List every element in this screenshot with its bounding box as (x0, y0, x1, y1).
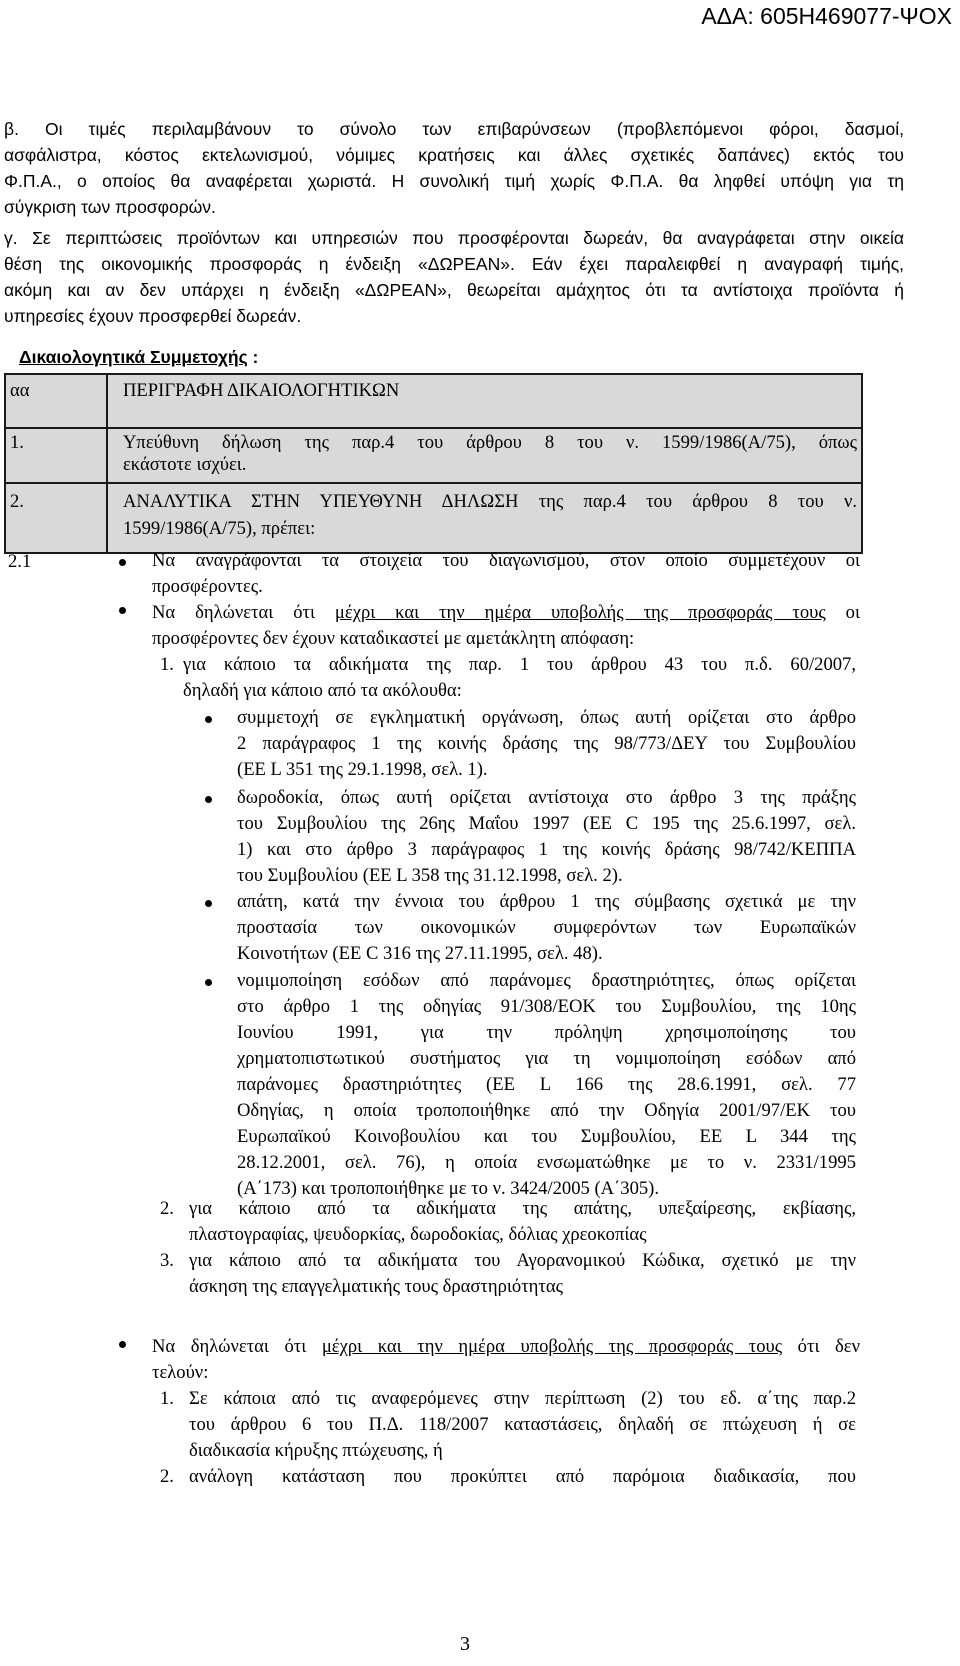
text-line: 28.12.2001, σελ. 76), η οποία ενσωματώθηκε με το ν. 2331/1995 (237, 1152, 856, 1173)
bullet-icon (119, 559, 126, 566)
text-line: δωροδοκία, όπως αυτή ορίζεται αντίστοιχα στο άρθρο 3 της πράξης (237, 787, 856, 808)
header-num: αα (5, 374, 107, 428)
text-line: 2. (160, 1466, 174, 1487)
text-line: απάτη, κατά την έννοια του άρθρου 1 της σύμβασης σχετικά με την (237, 891, 856, 912)
text-line: του Συμβουλίου της 26ης Μαΐου 1997 (ΕΕ C 195 της 25.6.1997, σελ. (237, 813, 856, 834)
bullet-icon (119, 1341, 126, 1348)
text-line: 3. (160, 1250, 174, 1271)
text-line: Υπεύθυνη δήλωση της παρ.4 του άρθρου 8 του ν. 1599/1986(Α/75), όπως (123, 432, 857, 453)
text-line: συμμετοχή σε εγκληματική οργάνωση, όπως αυτή ορίζεται στο άρθρο (237, 707, 856, 728)
text-line: ανάλογη κατάσταση που προκύπτει από παρόμοια διαδικασία, που (189, 1466, 856, 1487)
text-line (152, 1334, 860, 1360)
text-line: για κάποιο από τα αδικήματα της απάτης, υπεξαίρεσης, εκβίασης, (189, 1198, 856, 1219)
text-line: Ιουνίου 1991, για την πρόληψη χρησιμοποίησης του (237, 1022, 856, 1043)
text-line: τελούν: (152, 1362, 209, 1383)
price-paragraph-g (4, 225, 904, 329)
text-line: ασφάλιστρα, κόστος εκτελωνισμού, νόμιμες κρατήσεις και άλλες σχετικές δαπάνες) εκτός του (4, 145, 904, 165)
row-num: 2. (5, 483, 107, 553)
text-line: Κοινοτήτων (ΕΕ C 316 της 27.11.1995, σελ. 48). (237, 943, 603, 964)
table-header-row (5, 374, 862, 428)
underlined-text: μέχρι και την ημέρα υποβολής της προσφοράς τους (334, 602, 826, 623)
text-line: για κάποιο από τα αδικήματα του Αγορανομικού Κώδικα, σχετικό με την (189, 1250, 856, 1271)
header-description: ΠΕΡΙΓΡΑΦΗ ΔΙΚΑΙΟΛΟΓΗΤΙΚΩΝ (107, 374, 862, 428)
text-line: Φ.Π.Α., ο οποίος θα αναφέρεται χωριστά. Η συνολική τιμή χωρίς Φ.Π.Α. θα ληφθεί υπόψη για τη (4, 171, 904, 191)
bullet-icon (205, 979, 212, 986)
text-line: στο άρθρο 1 της οδηγίας 91/308/ΕΟΚ του Συμβουλίου, της 10ης (237, 996, 856, 1017)
heading-suffix: : (247, 347, 259, 367)
text-line: χρηματοπιστωτικού συστήματος για τη νομιμοποίηση εσόδων από (237, 1048, 856, 1069)
text-line: (Α΄173) και τροποποιήθηκε με το ν. 3424/2005 (Α΄305). (237, 1178, 660, 1199)
text-span: οι (825, 602, 860, 623)
underlined-text: μέχρι και την ημέρα υποβολής της προσφοράς τους (321, 1336, 783, 1357)
section-heading (19, 344, 258, 370)
text-line: 1) και στο άρθρο 3 παράγραφος 1 της κοινής δράσης 98/742/ΚΕΠΠΑ (237, 839, 856, 860)
text-line: προσφέροντες δεν έχουν καταδικαστεί με αμετάκλητη απόφαση: (152, 628, 635, 649)
row-description (107, 428, 862, 483)
text-line: (ΕΕ L 351 της 29.1.1998, σελ. 1). (237, 759, 488, 780)
page-number: 3 (460, 1633, 470, 1655)
text-line: προσφέροντες. (152, 576, 263, 597)
text-span: Να δηλώνεται ότι (152, 1336, 322, 1357)
row-num: 1. (5, 428, 107, 483)
text-line: Οδηγίας, η οποία τροποποιήθηκε από την Οδηγία 2001/97/ΕΚ του (237, 1100, 856, 1121)
text-line (152, 600, 860, 626)
text-line: ΑΝΑΛΥΤΙΚΑ ΣΤΗΝ ΥΠΕΥΘΥΝΗ ΔΗΛΩΣΗ της παρ.4 του άρθρου 8 του ν. (123, 491, 857, 512)
text-line: 2. (160, 1198, 174, 1219)
text-line: 1. (160, 1388, 174, 1409)
bullet-icon (205, 900, 212, 907)
text-line: άσκηση της επαγγελματικής τους δραστηριότητας (189, 1276, 563, 1297)
bullet-icon (205, 796, 212, 803)
text-line: πλαστογραφίας, ψευδορκίας, δωροδοκίας, δόλιας χρεοκοπίας (189, 1224, 647, 1245)
section-number: 2.1 (8, 551, 32, 572)
text-line: γ. Σε περιπτώσεις προϊόντων και υπηρεσιών που προσφέρονται δωρεάν, θα αναγράφεται στην οικεία (4, 228, 904, 248)
text-line: ακόμη και αν δεν υπάρχει η ένδειξη «ΔΩΡΕΑΝ», θεωρείται αμάχητος ότι τα αντίστοιχα προϊόντα ή (4, 280, 904, 300)
text-line: υπηρεσίες έχουν προσφερθεί δωρεάν. (4, 306, 302, 326)
text-line: δηλαδή για κάποιο από τα ακόλουθα: (183, 680, 462, 701)
table-row (5, 428, 862, 483)
text-line: θέση της οικονομικής προσφοράς η ένδειξη «ΔΩΡΕΑΝ». Εάν έχει παραλειφθεί η αναγραφή τιμής, (4, 254, 904, 274)
row-description (107, 483, 862, 553)
ada-code: ΑΔΑ: 605Η469077-ΨΟΧ (701, 3, 952, 29)
text-line: παράνομες δραστηριότητες (ΕΕ L 166 της 28.6.1991, σελ. 77 (237, 1074, 856, 1095)
text-span: ότι δεν (782, 1336, 861, 1357)
text-line: σύγκριση των προσφορών. (4, 197, 216, 217)
text-line: 2 παράγραφος 1 της κοινής δράσης της 98/773/ΔΕΥ του Συμβουλίου (237, 733, 856, 754)
text-line: για κάποιο τα αδικήματα της παρ. 1 του άρθρου 43 του π.δ. 60/2007, (183, 654, 856, 675)
text-line: 1. (160, 654, 174, 675)
text-line: νομιμοποίηση εσόδων από παράνομες δραστηριότητες, όπως ορίζεται (237, 970, 856, 991)
text-line: του άρθρου 6 του Π.Δ. 118/2007 καταστάσεις, δηλαδή σε πτώχευση ή σε (189, 1414, 856, 1435)
heading-text: Δικαιολογητικά Συμμετοχής (19, 347, 248, 367)
text-line: του Συμβουλίου (ΕΕ L 358 της 31.12.1998, σελ. 2). (237, 865, 623, 886)
price-paragraph-b (4, 116, 904, 220)
text-line: β. Οι τιμές περιλαμβάνουν το σύνολο των επιβαρύνσεων (προβλεπόμενοι φόροι, δασμοί, (4, 119, 904, 139)
text-line: Σε κάποια από τις αναφερόμενες στην περίπτωση (2) του εδ. α΄της παρ.2 (189, 1388, 856, 1409)
text-span: Να δηλώνεται ότι (152, 602, 335, 623)
text-line: προστασία των οικονομικών συμφερόντων των Ευρωπαϊκών (237, 917, 856, 938)
text-line: διαδικασία κήρυξης πτώχευσης, ή (189, 1440, 443, 1461)
text-line: Να αναγράφονται τα στοιχεία του διαγωνισμού, στον οποίο συμμετέχουν οι (152, 550, 860, 571)
text-line: εκάστοτε ισχύει. (123, 454, 247, 475)
bullet-icon (119, 607, 126, 614)
bullet-icon (205, 716, 212, 723)
text-line: 1599/1986(Α/75), πρέπει: (123, 518, 316, 539)
documents-table (4, 373, 863, 554)
text-line: Ευρωπαϊκού Κοινοβουλίου και του Συμβουλίου, ΕΕ L 344 της (237, 1126, 856, 1147)
table-row (5, 483, 862, 553)
